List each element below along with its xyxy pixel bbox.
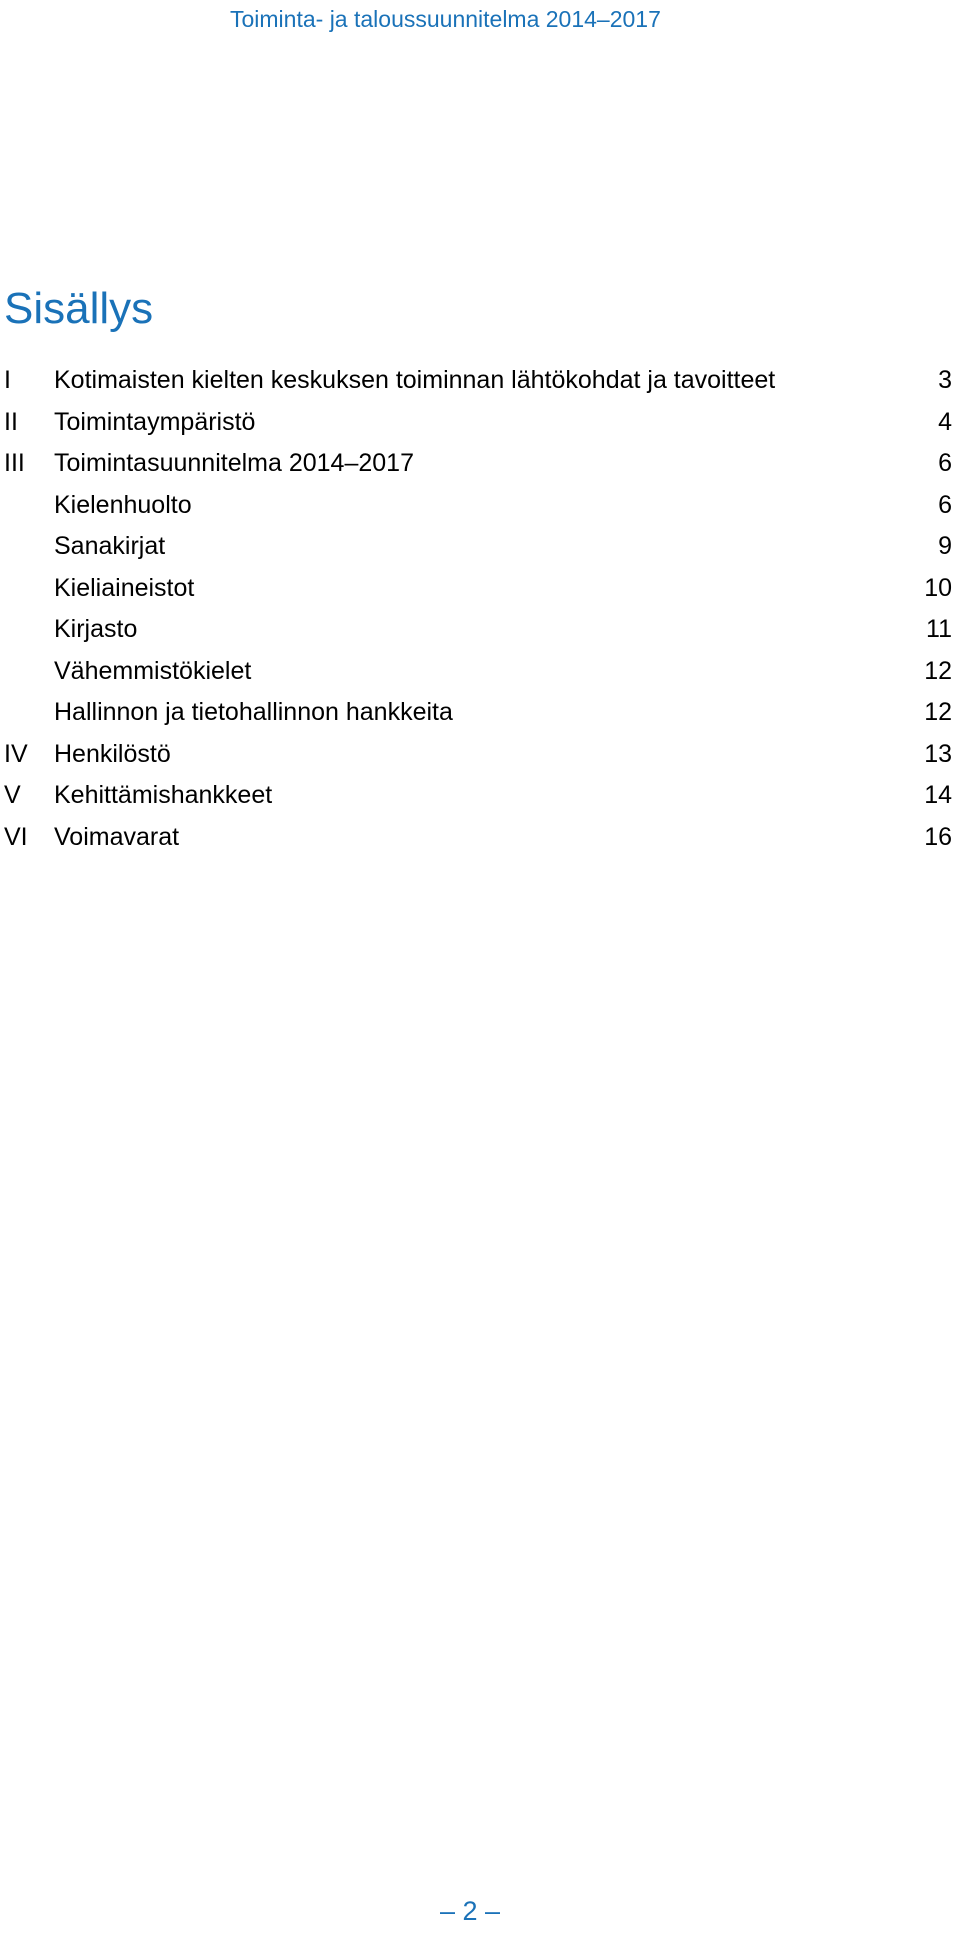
toc-entry-number: II xyxy=(4,407,18,436)
toc-entry[interactable] xyxy=(0,360,960,402)
toc-entry-label: Sanakirjat xyxy=(54,532,166,560)
toc-entry[interactable] xyxy=(0,443,960,485)
toc-entry[interactable] xyxy=(0,775,960,817)
toc-entry-label: Kieliaineistot xyxy=(54,573,195,602)
toc-entry-number: V xyxy=(4,781,21,809)
toc-entry-page: 4 xyxy=(938,407,952,436)
toc-entry-page: 11 xyxy=(926,615,952,643)
toc-entry-label: Toimintaympäristö xyxy=(54,407,256,436)
toc-entry-label: Kielenhuolto xyxy=(54,490,192,519)
toc-entry-page: 3 xyxy=(938,366,952,394)
toc-entry[interactable] xyxy=(0,485,960,527)
toc-entry-page: 14 xyxy=(924,781,952,809)
toc-entry-page: 6 xyxy=(938,449,952,477)
footer-dash-left: – xyxy=(439,1896,455,1926)
toc-entry-label: Hallinnon ja tietohallinnon hankkeita xyxy=(54,698,453,726)
toc-entry-label: Kotimaisten kielten keskuksen toiminnan lähtökohdat ja tavoitteet xyxy=(54,366,776,394)
toc-entry-label: Toimintasuunnitelma 2014–2017 xyxy=(54,449,414,477)
toc-entry-number: I xyxy=(4,366,11,394)
running-header: Toiminta- ja taloussuunnitelma 2014–2017 xyxy=(230,6,661,32)
toc-entry-page: 13 xyxy=(924,739,952,768)
toc-entry-label: Vähemmistökielet xyxy=(54,656,252,685)
footer-dash-right: – xyxy=(485,1896,501,1926)
toc-entry-number: VI xyxy=(4,822,28,851)
toc-entry-label: Henkilöstö xyxy=(54,739,171,768)
toc-entry[interactable] xyxy=(0,692,960,734)
toc-entry-page: 10 xyxy=(924,573,952,602)
toc-entry-page: 16 xyxy=(924,822,952,851)
toc-entry[interactable] xyxy=(0,526,960,568)
page-number: 2 xyxy=(462,1896,478,1926)
toc-entry-page: 6 xyxy=(938,490,952,519)
toc-entry-number: III xyxy=(4,449,25,477)
toc-title: Sisällys xyxy=(4,284,154,333)
toc-entry-label: Kirjasto xyxy=(54,615,138,643)
toc-entry[interactable] xyxy=(0,568,960,610)
toc-entry[interactable] xyxy=(0,609,960,651)
toc-entry-label: Voimavarat xyxy=(54,822,180,851)
toc-entry-page: 12 xyxy=(924,698,952,726)
table-of-contents xyxy=(0,360,960,858)
toc-entry-page: 12 xyxy=(924,656,952,685)
toc-entry-label: Kehittämishankkeet xyxy=(54,781,273,809)
toc-entry[interactable] xyxy=(0,402,960,444)
page-number-footer xyxy=(0,1896,940,1927)
toc-entry[interactable] xyxy=(0,651,960,693)
toc-entry[interactable] xyxy=(0,817,960,859)
toc-entry[interactable] xyxy=(0,734,960,776)
toc-entry-number: IV xyxy=(4,739,28,768)
toc-entry-page: 9 xyxy=(938,532,952,560)
